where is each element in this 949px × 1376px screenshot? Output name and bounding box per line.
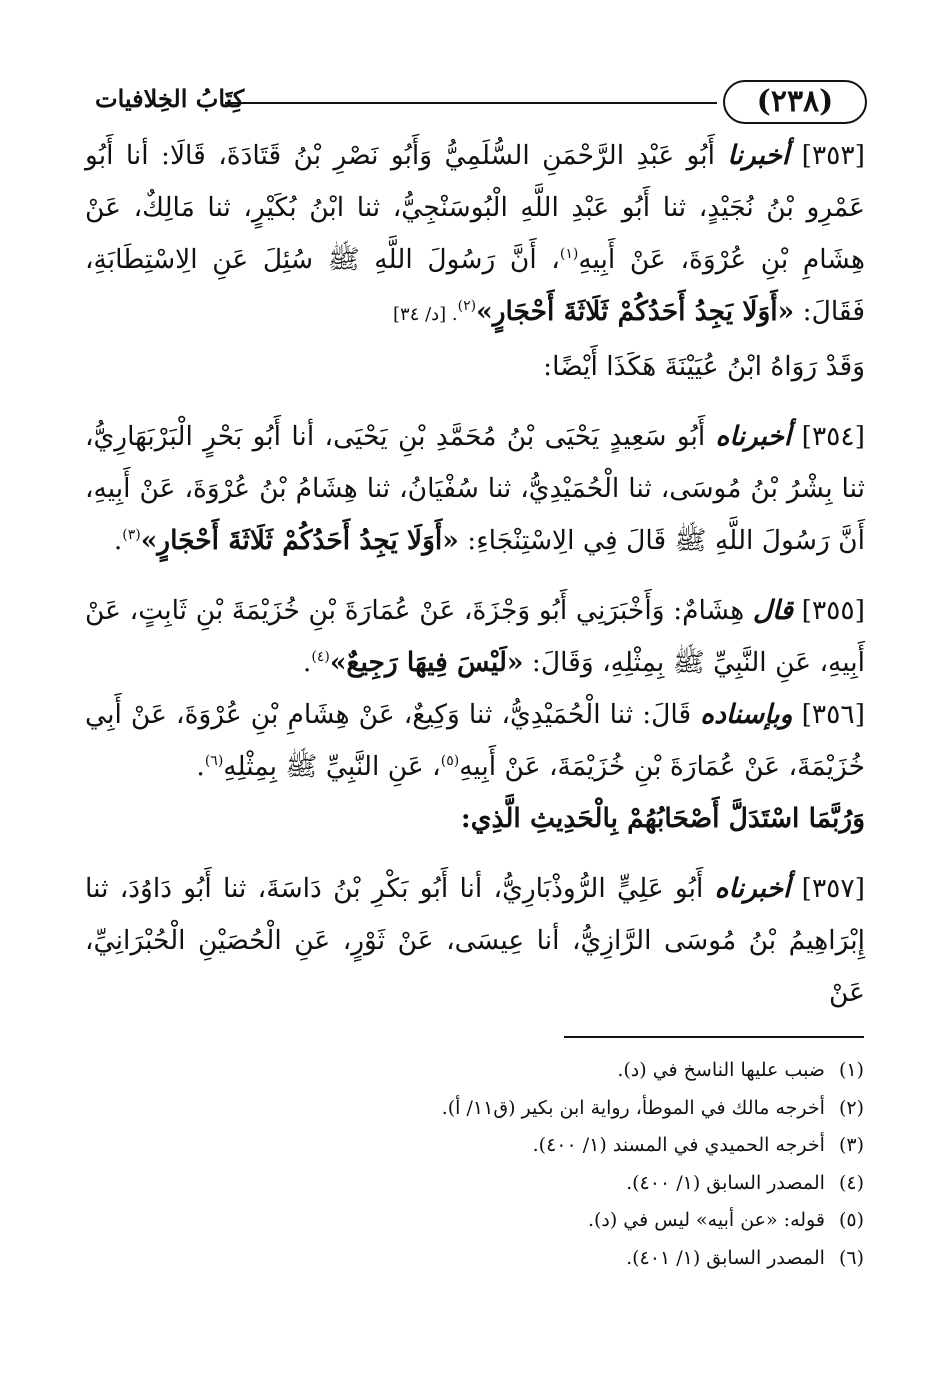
hadith-number: [٣٥٦] <box>801 699 865 730</box>
chain-text: ، عَنِ النَّبِيِّ ﷺ بِمِثْلِهِ <box>223 751 441 782</box>
hadith-number: [٣٥٧] <box>801 873 865 904</box>
hadith-353 <box>85 130 865 341</box>
hadith-matn: «أَوَلَا يَجِدُ أَحَدُكُمْ ثَلَاثَةَ أَحْجَارٍ» <box>140 525 459 556</box>
chain-text: . <box>196 751 205 782</box>
footnote-ref[interactable]: (١) <box>559 246 579 263</box>
chain-lead-word: أخبرناه <box>715 421 792 452</box>
footnote-ref[interactable]: (٦) <box>204 753 224 770</box>
chain-lead-word: وبإسناده <box>700 699 793 730</box>
section-heading <box>85 793 865 845</box>
chain-text: قَالَ: ثنا الْحُمَيْدِيُّ، ثنا وَكِيعٌ، عَنْ هِشَامِ بْنِ عُرْوَةَ، عَنْ أَبِي خُزَيْمَةَ، عَنْ عُمَارَةَ بْنِ خُزَيْمَةَ، عَنْ أَبِيهِ <box>85 699 865 782</box>
hadith-357 <box>85 863 865 1019</box>
chain-lead-word: أخبرناه <box>714 873 791 904</box>
section-heading-text: وَرُبَّمَا اسْتَدَلَّ أَصْحَابُهُمْ بِالْحَدِيثِ الَّذِي: <box>460 803 865 834</box>
book-title: كِتَابُ الخِلافيات <box>95 84 245 113</box>
footnote-item <box>84 1090 864 1128</box>
main-text <box>85 130 865 1019</box>
footnote-number: (٥) <box>838 1209 864 1231</box>
hadith-number: [٣٥٥] <box>801 595 865 626</box>
hadith-matn: «لَيْسَ فِيهَا رَجِيعٌ» <box>329 647 524 678</box>
hadith-number: [٣٥٤] <box>801 421 865 452</box>
chain-text: أَبُو عَلِيٍّ الرُّوذْبَارِيُّ، أنا أَبُو بَكْرِ بْنُ دَاسَةَ، ثنا أَبُو دَاوُدَ، ثنا إِبْرَاهِيمُ بْنُ مُوسَى الرَّازِيُّ، أنا عِيسَى، عَنْ ثَوْرٍ، عَنِ الْحُصَيْنِ الْحُبْرَانِيِّ، عَنْ <box>85 873 865 1008</box>
footnote-separator <box>564 1036 864 1038</box>
footnote-ref[interactable]: (٥) <box>440 753 460 770</box>
footnote-text: ضبب عليها الناسخ في (د). <box>617 1059 825 1081</box>
footnote-item <box>84 1165 864 1203</box>
footnote-text: أخرجه مالك في الموطأ، رواية ابن بكير (ق١١/ أ). <box>441 1096 825 1119</box>
page-number: (٢٣٨) <box>723 80 867 124</box>
footnote-item <box>84 1202 864 1240</box>
footnote-text: المصدر السابق (١/ ٤٠٠). <box>626 1171 825 1194</box>
footnote-ref[interactable]: (٤) <box>311 649 330 666</box>
page-header <box>95 80 867 126</box>
chain-text: أَبُو سَعِيدٍ يَحْيَى بْنُ مُحَمَّدِ بْنِ يَحْيَى، أنا أَبُو بَحْرٍ الْبَرْبَهَارِيُّ، ثنا بِشْرُ بْنُ مُوسَى، ثنا الْحُمَيْدِيُّ، ثنا سُفْيَانُ، ثنا هِشَامُ بْنُ عُرْوَةَ، عَنْ أَبِيهِ، أَنَّ رَسُولَ اللَّهِ ﷺ قَالَ فِي الِاسْتِنْجَاءِ: <box>85 421 865 556</box>
footnote-number: (١) <box>838 1059 864 1081</box>
footnote-text: أخرجه الحميدي في المسند (١/ ٤٠٠). <box>532 1134 825 1156</box>
footnote-item <box>84 1052 864 1090</box>
chain-text: ، أَنَّ رَسُولَ اللَّهِ ﷺ سُئِلَ عَنِ الِاسْتِطَابَةِ، فَقَالَ: <box>85 244 865 327</box>
footnote-number: (٢) <box>838 1096 864 1119</box>
chain-text: هِشَامٌ: وَأَخْبَرَنِي أَبُو وَجْزَةَ، عَنْ عُمَارَةَ بْنِ خُزَيْمَةَ بْنِ ثَابِتٍ، عَنْ أَبِيهِ، عَنِ النَّبِيِّ ﷺ بِمِثْلِهِ، وَقَالَ: <box>85 595 865 678</box>
footnote-number: (٤) <box>838 1171 864 1194</box>
chain-lead-word: أخبرنا <box>727 140 790 171</box>
chain-text: . <box>113 525 123 556</box>
hadith-355 <box>85 585 865 689</box>
hadith-354 <box>85 411 865 567</box>
hadith-matn: «أَوَلَا يَجِدُ أَحَدُكُمْ ثَلَاثَةَ أَحْجَارٍ» <box>476 296 795 327</box>
chain-lead-word: قال <box>752 595 793 626</box>
footnote-item <box>84 1127 864 1165</box>
footnote-text: قوله: «عن أبيه» ليس في (د). <box>587 1209 825 1231</box>
footnote-number: (٣) <box>838 1134 864 1156</box>
chain-text: أَبُو عَبْدِ الرَّحْمَنِ السُّلَمِيُّ وَأَبُو نَصْرِ بْنُ قَتَادَةَ، قَالَا: أنا أَبُو عَمْرِو بْنُ نُجَيْدٍ، ثنا أَبُو عَبْدِ اللَّهِ الْبُوسَنْجِيُّ، ثنا ابْنُ بُكَيْرٍ، ثنا مَالِكٌ، عَنْ هِشَامِ بْنِ عُرْوَةَ، عَنْ أَبِيهِ <box>85 140 865 275</box>
footnote-ref[interactable]: (٣) <box>122 527 141 544</box>
header-rule <box>225 102 717 104</box>
hadith-356 <box>85 689 865 793</box>
commentary-text: وَقَدْ رَوَاهُ ابْنُ عُيَيْنَةَ هَكَذَا أَيْضًا: <box>543 351 865 382</box>
footnote-number: (٦) <box>838 1246 864 1269</box>
footnotes <box>84 1052 864 1277</box>
chain-text: . <box>302 647 312 678</box>
footnote-text: المصدر السابق (١/ ٤٠١). <box>626 1246 825 1269</box>
hadith-number: [٣٥٣] <box>801 140 865 171</box>
footnote-ref[interactable]: (٢) <box>457 298 477 315</box>
footnote-item <box>84 1240 864 1278</box>
source-reference: . [د/ ٣٤] <box>393 304 458 325</box>
commentary-line <box>85 341 865 393</box>
